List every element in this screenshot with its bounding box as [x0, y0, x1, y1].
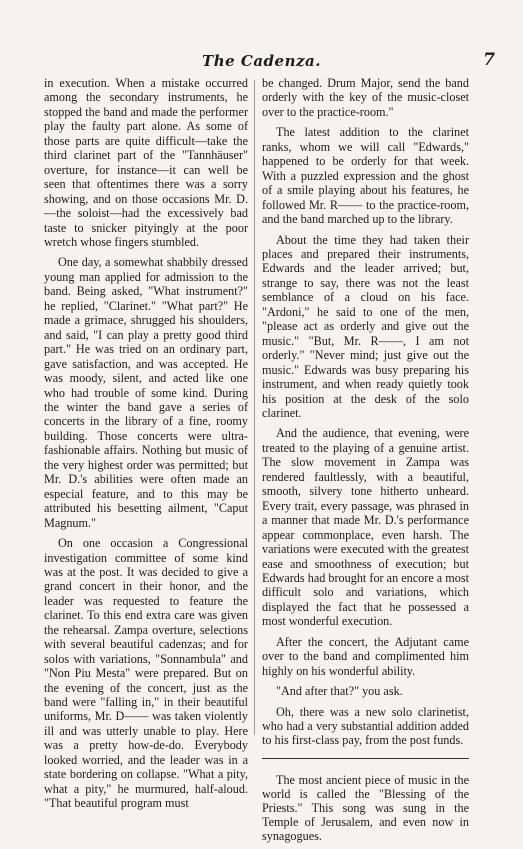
- paragraph: "And after that?" you ask.: [276, 684, 403, 699]
- page-number: 7: [483, 50, 495, 70]
- right-column: [262, 76, 469, 849]
- left-column: [44, 76, 248, 817]
- magazine-title: The Cadenza.: [202, 52, 321, 70]
- paragraph: in execution. When a mistake occurred among the secondary instruments, he stopped the band and made the performer play the faulty part alone. As some of those parts are quite difficult—take the third clarinet part of the "Tannhäuser" overture, for instance—it can well be seen that oftentimes there was a sorry showing, and on those occasions Mr. D.—the soloist—had the excessively bad taste to snicker pityingly at the poor wretch whose fingers stumbled.: [44, 76, 248, 249]
- paragraph: On one occasion a Congressional investigation committee of some kind was at the post. It was decided to give a grand concert in their honor, and the leader was requested to feature the clarinet. To this end extra care was given the rehearsal. Zampa overture, selections with several beautiful cadenzas; and for solos with variations, "Sonnambula" and "Non Piu Mesta" were prepared. But on the evening of the concert, just as the band were "falling in," in their beautiful uniforms, Mr. D—— was taken violently ill and was utterly unable to play. Here was a pretty how-de-do. Everybody looked worried, and the leader was in a state bordering on collapse. "What a pity, what a pity," he murmured, half-aloud. "That beautiful program must: [44, 536, 248, 811]
- note-paragraph: The most ancient piece of music in the world is called the "Blessing of the Priests." This song was sung in the Temple of Jerusalem, and even now in synagogues.: [262, 772, 469, 843]
- column-divider: [254, 80, 255, 735]
- paragraph: Oh, there was a new solo clarinetist, who had a very substantial addition added to his first-class pay, from the post funds.: [262, 704, 469, 748]
- paragraph: be changed. Drum Major, send the band orderly with the key of the music-closet over to the practice-room.": [262, 76, 469, 119]
- paragraph: About the time they had taken their places and prepared their instruments, Edwards and the leader arrived; but, strange to say, there was not the least semblance of a cloud on his face. "Ardoni," he said to one of the men, "please act as orderly and give out the music." "But, Mr. R——, I am not orderly." "Never mind; just give out the music." Edwards was busy preparing his instrument, and when ready quietly took his position at the desk of the solo clarinet.: [262, 232, 469, 420]
- paragraph: And the audience, that evening, were treated to the playing of a genuine artist. The slow movement in Zampa was rendered faultlessly, with a beautiful, smooth, silvery tone hitherto unheard. Every trait, every passage, was phrased in a manner that made Mr. D.'s performance appear commonplace, even harsh. The variations were executed with the greatest ease and smoothness of execution; but Edwards had brought for an encore a most difficult solo and variations, which displayed the fact that he possessed a most wonderful execution.: [262, 426, 469, 629]
- paragraph: One day, a somewhat shabbily dressed young man applied for admission to the band. Being asked, "What instrument?" he replied, "Clarinet." "What part?" He made a grimace, shrugged his shoulders, and said, "I can play a pretty good third part." He was tried on an ordinary part, gave satisfaction, and was accepted. He was moody, silent, and acted like one who had trouble of some kind. During the winter the band gave a series of concerts in the library of a fine, roomy building. Those concerts were ultra-fashionable affairs. Nothing but music of the very highest order was permitted; but Mr. D.'s abilities were often made an especial feature, and to this may be attributed his besetting ailment, "Caput Magnum.": [44, 255, 248, 530]
- paragraph: After the concert, the Adjutant came over to the band and complimented him highly on his wonderful ability.: [262, 634, 469, 678]
- running-header: [0, 52, 523, 74]
- paragraph: The latest addition to the clarinet ranks, whom we will call "Edwards," happened to be orderly for that week. With a puzzled expression and the ghost of a smile playing about his features, he followed Mr. R—— to the practice-room, and the band marched up to the library.: [262, 125, 469, 227]
